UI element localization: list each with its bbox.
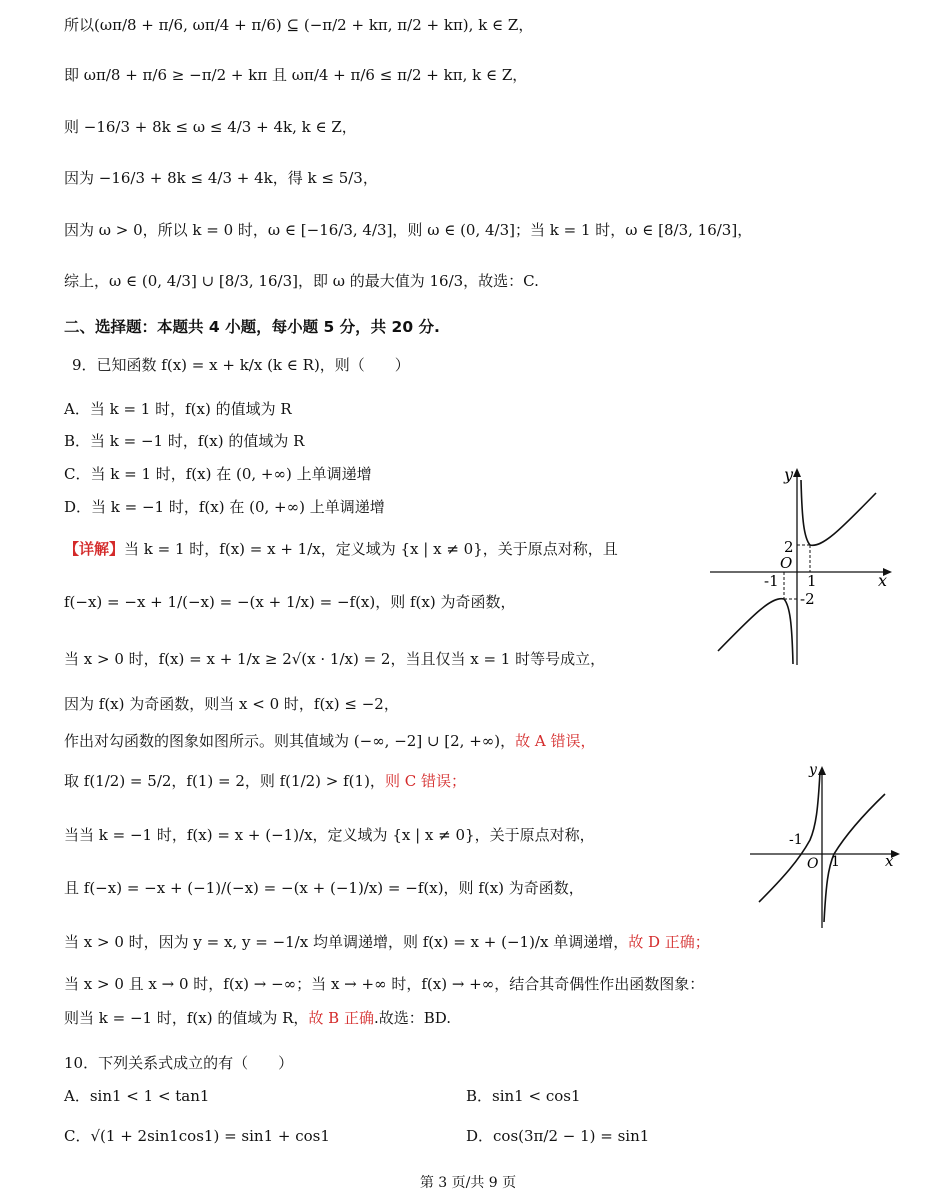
b-text: 则当 k = −1 时，f(x) 的值域为 R， bbox=[64, 1009, 309, 1027]
graph-k-negative bbox=[745, 760, 910, 930]
q10-option-c: C．√(1 + 2sin1cos1) = sin1 + cos1 bbox=[64, 1127, 330, 1145]
solution-line-3: 则 −16/3 + 8k ≤ ω ≤ 4/3 + 4k, k ∈ Z， bbox=[64, 118, 357, 136]
solution-line-2: 即 ωπ/8 + π/6 ≥ −π/2 + kπ 且 ωπ/4 + π/6 ≤ π/2 + kπ, k ∈ Z， bbox=[64, 66, 528, 84]
graph2-y-label: y bbox=[809, 762, 817, 778]
solution-line-6: 综上，ω ∈ (0, 4/3] ∪ [8/3, 16/3]，即 ω 的最大值为 16/3，故选：C. bbox=[64, 272, 539, 290]
graph1-origin: O bbox=[780, 554, 793, 572]
detail-first-text: 当 k = 1 时，f(x) = x + 1/x，定义域为 {x | x ≠ 0}，关于原点对称，且 bbox=[124, 540, 618, 558]
c-text: 取 f(1/2) = 5/2，f(1) = 2，则 f(1/2) > f(1)， bbox=[64, 772, 385, 790]
b-verdict: 故 B 正确 bbox=[308, 1009, 374, 1027]
curve-left-branch bbox=[718, 599, 793, 664]
section-heading: 二、选择题：本题共 4 小题，每小题 5 分，共 20 分. bbox=[64, 318, 440, 336]
graph1-label-2: 2 bbox=[784, 538, 794, 556]
q9-detail-first bbox=[64, 538, 618, 560]
q10-option-b: B．sin1 < cos1 bbox=[466, 1087, 581, 1105]
graph1-label-neg1: -1 bbox=[764, 572, 779, 590]
q9-d-line bbox=[64, 931, 710, 953]
d-text: 当 x > 0 时，因为 y = x, y = −1/x 均单调递增，则 f(x) = x + (−1)/x 单调递增， bbox=[64, 933, 629, 951]
q9-option-c: C．当 k = 1 时，f(x) 在 (0, +∞) 上单调递增 bbox=[64, 465, 372, 483]
q9-detail-line-2: 当 x > 0 时，f(x) = x + 1/x ≥ 2√(x · 1/x) = 2，当且仅当 x = 1 时等号成立， bbox=[64, 650, 606, 668]
q9-limit-line: 当 x > 0 且 x → 0 时，f(x) → −∞；当 x → +∞ 时，f(x) → +∞，结合其奇偶性作出函数图象： bbox=[64, 975, 705, 993]
solution-line-1: 所以(ωπ/8 + π/6, ωπ/4 + π/6) ⊆ (−π/2 + kπ, π/2 + kπ), k ∈ Z， bbox=[64, 16, 534, 34]
q9-option-d: D．当 k = −1 时，f(x) 在 (0, +∞) 上单调递增 bbox=[64, 498, 385, 516]
q10-option-d: D．cos(3π/2 − 1) = sin1 bbox=[466, 1127, 650, 1145]
q9-option-a: A．当 k = 1 时，f(x) 的值域为 R bbox=[64, 400, 292, 418]
range-verdict: 故 A 错误， bbox=[515, 732, 596, 750]
q10-option-a: A．sin1 < 1 < tan1 bbox=[64, 1087, 210, 1105]
c-verdict: 则 C 错误； bbox=[384, 772, 466, 790]
q9-b-line bbox=[64, 1007, 451, 1029]
q9-stem: 9．已知函数 f(x) = x + k/x (k ∈ R)，则（ ） bbox=[72, 356, 410, 374]
graph2-origin: O bbox=[807, 856, 819, 872]
graph2-x-label: x bbox=[885, 852, 894, 870]
curve-right-branch bbox=[801, 480, 876, 545]
page-footer: 第 3 页/共 9 页 bbox=[419, 1175, 517, 1191]
graph1-label-1: 1 bbox=[807, 572, 817, 590]
graph1-y-label: y bbox=[784, 465, 794, 484]
graph2-label-neg1: -1 bbox=[789, 832, 803, 848]
range-text: 作出对勾函数的图象如图所示。则其值域为 (−∞, −2] ∪ [2, +∞)， bbox=[64, 732, 516, 750]
d-verdict: 故 D 正确； bbox=[628, 933, 710, 951]
graph1-label-neg2: -2 bbox=[800, 590, 815, 608]
q9-kneg-line-2: 且 f(−x) = −x + (−1)/(−x) = −(x + (−1)/x) = −f(x)，则 f(x) 为奇函数， bbox=[64, 879, 584, 897]
b-answer: .故选：BD. bbox=[373, 1009, 452, 1027]
graph-k-positive bbox=[700, 460, 900, 670]
q9-detail-line-3: 因为 f(x) 为奇函数，则当 x < 0 时，f(x) ≤ −2， bbox=[64, 695, 399, 713]
graph1-x-label: x bbox=[878, 571, 888, 590]
q10-stem: 10．下列关系式成立的有（ ） bbox=[64, 1054, 294, 1072]
graph2-label-1: 1 bbox=[831, 854, 840, 870]
solution-line-5: 因为 ω > 0，所以 k = 0 时，ω ∈ [−16/3, 4/3]，则 ω ∈ (0, 4/3]；当 k = 1 时，ω ∈ [8/3, 16/3]， bbox=[64, 221, 753, 239]
solution-line-4: 因为 −16/3 + 8k ≤ 4/3 + 4k，得 k ≤ 5/3， bbox=[64, 169, 378, 187]
q9-option-b: B．当 k = −1 时，f(x) 的值域为 R bbox=[64, 432, 305, 450]
q9-detail-line-1: f(−x) = −x + 1/(−x) = −(x + 1/x) = −f(x)，则 f(x) 为奇函数， bbox=[64, 593, 516, 611]
detail-tag: 【详解】 bbox=[64, 540, 125, 558]
q9-c-line bbox=[64, 770, 466, 792]
q9-range-line bbox=[64, 730, 596, 752]
q9-kneg-line-1: 当当 k = −1 时，f(x) = x + (−1)/x，定义域为 {x | x ≠ 0}，关于原点对称， bbox=[64, 826, 595, 844]
y-axis-arrow bbox=[793, 468, 801, 477]
